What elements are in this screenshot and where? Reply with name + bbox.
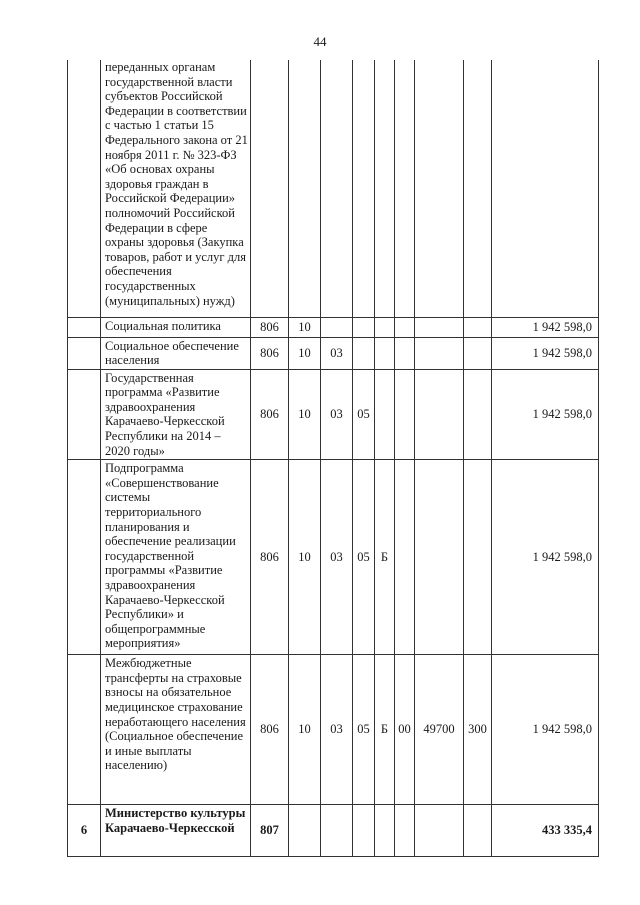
cell-ved: 806 xyxy=(251,460,289,655)
row-name: Межбюджетные трансферты на страховые взносы на обязательное медицинское страхование неработающего населения (Социальное обеспечение и иные выплаты населению) xyxy=(101,655,251,805)
cell-pr xyxy=(321,60,353,317)
cell-pprog: Б xyxy=(375,460,395,655)
cell-ved: 806 xyxy=(251,655,289,805)
cell-rz: 10 xyxy=(289,337,321,369)
row-name: Министерство культуры Карачаево-Черкесской xyxy=(101,805,251,857)
row-name: Социальное обеспечение населения xyxy=(101,337,251,369)
cell-vr: 300 xyxy=(464,655,492,805)
cell-pprog xyxy=(375,805,395,857)
row-number xyxy=(68,317,101,337)
cell-amount: 1 942 598,0 xyxy=(492,317,599,337)
cell-amount: 1 942 598,0 xyxy=(492,337,599,369)
cell-amount: 1 942 598,0 xyxy=(492,369,599,460)
cell-prog: 05 xyxy=(353,369,375,460)
table-row xyxy=(68,337,599,369)
cell-vr xyxy=(464,317,492,337)
cell-prog xyxy=(353,60,375,317)
cell-rz: 10 xyxy=(289,369,321,460)
cell-amount: 1 942 598,0 xyxy=(492,460,599,655)
cell-prog xyxy=(353,317,375,337)
cell-napr xyxy=(415,805,464,857)
cell-vr xyxy=(464,369,492,460)
row-name: переданных органам государственной власти субъектов Российской Федерации в соответствии с частью 1 статьи 15 Федерального закона от 21 ноября 2011 г. № 323-ФЗ «Об основах охраны здоровья граждан в Российской Федерации» полномочий Российской Федерации в сфере охраны здоровья (Закупка товаров, работ и услуг для обеспечения государственных (муниципальных) нужд) xyxy=(101,60,251,317)
cell-vr xyxy=(464,60,492,317)
cell-prog xyxy=(353,337,375,369)
cell-ved: 806 xyxy=(251,317,289,337)
cell-pprog xyxy=(375,369,395,460)
row-name: Социальная политика xyxy=(101,317,251,337)
cell-pprog xyxy=(375,60,395,317)
cell-prog xyxy=(353,805,375,857)
cell-ved: 806 xyxy=(251,337,289,369)
cell-amount: 1 942 598,0 xyxy=(492,655,599,805)
cell-osn xyxy=(395,337,415,369)
cell-pprog xyxy=(375,337,395,369)
table-row xyxy=(68,655,599,805)
cell-rz xyxy=(289,60,321,317)
table-row xyxy=(68,460,599,655)
cell-vr xyxy=(464,337,492,369)
cell-rz: 10 xyxy=(289,460,321,655)
cell-amount: 433 335,4 xyxy=(492,805,599,857)
row-number xyxy=(68,337,101,369)
cell-napr xyxy=(415,460,464,655)
cell-pr xyxy=(321,805,353,857)
table-row xyxy=(68,805,599,857)
cell-osn xyxy=(395,60,415,317)
table-row xyxy=(68,317,599,337)
budget-table xyxy=(67,60,599,857)
page-number: 44 xyxy=(313,34,327,49)
row-number xyxy=(68,655,101,805)
cell-pr: 03 xyxy=(321,460,353,655)
cell-napr xyxy=(415,60,464,317)
row-name: Подпрограмма «Совершенствование системы территориального планирования и обеспечение реализации государственной программы «Развитие здравоохранения Карачаево-Черкесской Республики» и общепрограммные мероприятия» xyxy=(101,460,251,655)
cell-ved: 806 xyxy=(251,369,289,460)
cell-ved xyxy=(251,60,289,317)
cell-osn xyxy=(395,805,415,857)
row-name: Государственная программа «Развитие здравоохранения Карачаево-Черкесской Республики на 2014 – 2020 годы» xyxy=(101,369,251,460)
row-number xyxy=(68,460,101,655)
table-row xyxy=(68,60,599,317)
cell-napr xyxy=(415,337,464,369)
cell-vr xyxy=(464,460,492,655)
cell-rz: 10 xyxy=(289,655,321,805)
cell-rz: 10 xyxy=(289,317,321,337)
cell-osn: 00 xyxy=(395,655,415,805)
cell-prog: 05 xyxy=(353,655,375,805)
cell-napr xyxy=(415,369,464,460)
row-number xyxy=(68,60,101,317)
cell-osn xyxy=(395,317,415,337)
cell-pr xyxy=(321,317,353,337)
cell-ved: 807 xyxy=(251,805,289,857)
cell-rz xyxy=(289,805,321,857)
row-number xyxy=(68,369,101,460)
cell-pr: 03 xyxy=(321,655,353,805)
cell-vr xyxy=(464,805,492,857)
cell-napr xyxy=(415,317,464,337)
cell-prog: 05 xyxy=(353,460,375,655)
cell-pprog xyxy=(375,317,395,337)
cell-pr: 03 xyxy=(321,369,353,460)
cell-osn xyxy=(395,369,415,460)
cell-napr: 49700 xyxy=(415,655,464,805)
table-row xyxy=(68,369,599,460)
cell-pr: 03 xyxy=(321,337,353,369)
cell-osn xyxy=(395,460,415,655)
cell-pprog: Б xyxy=(375,655,395,805)
cell-amount xyxy=(492,60,599,317)
row-number: 6 xyxy=(68,805,101,857)
